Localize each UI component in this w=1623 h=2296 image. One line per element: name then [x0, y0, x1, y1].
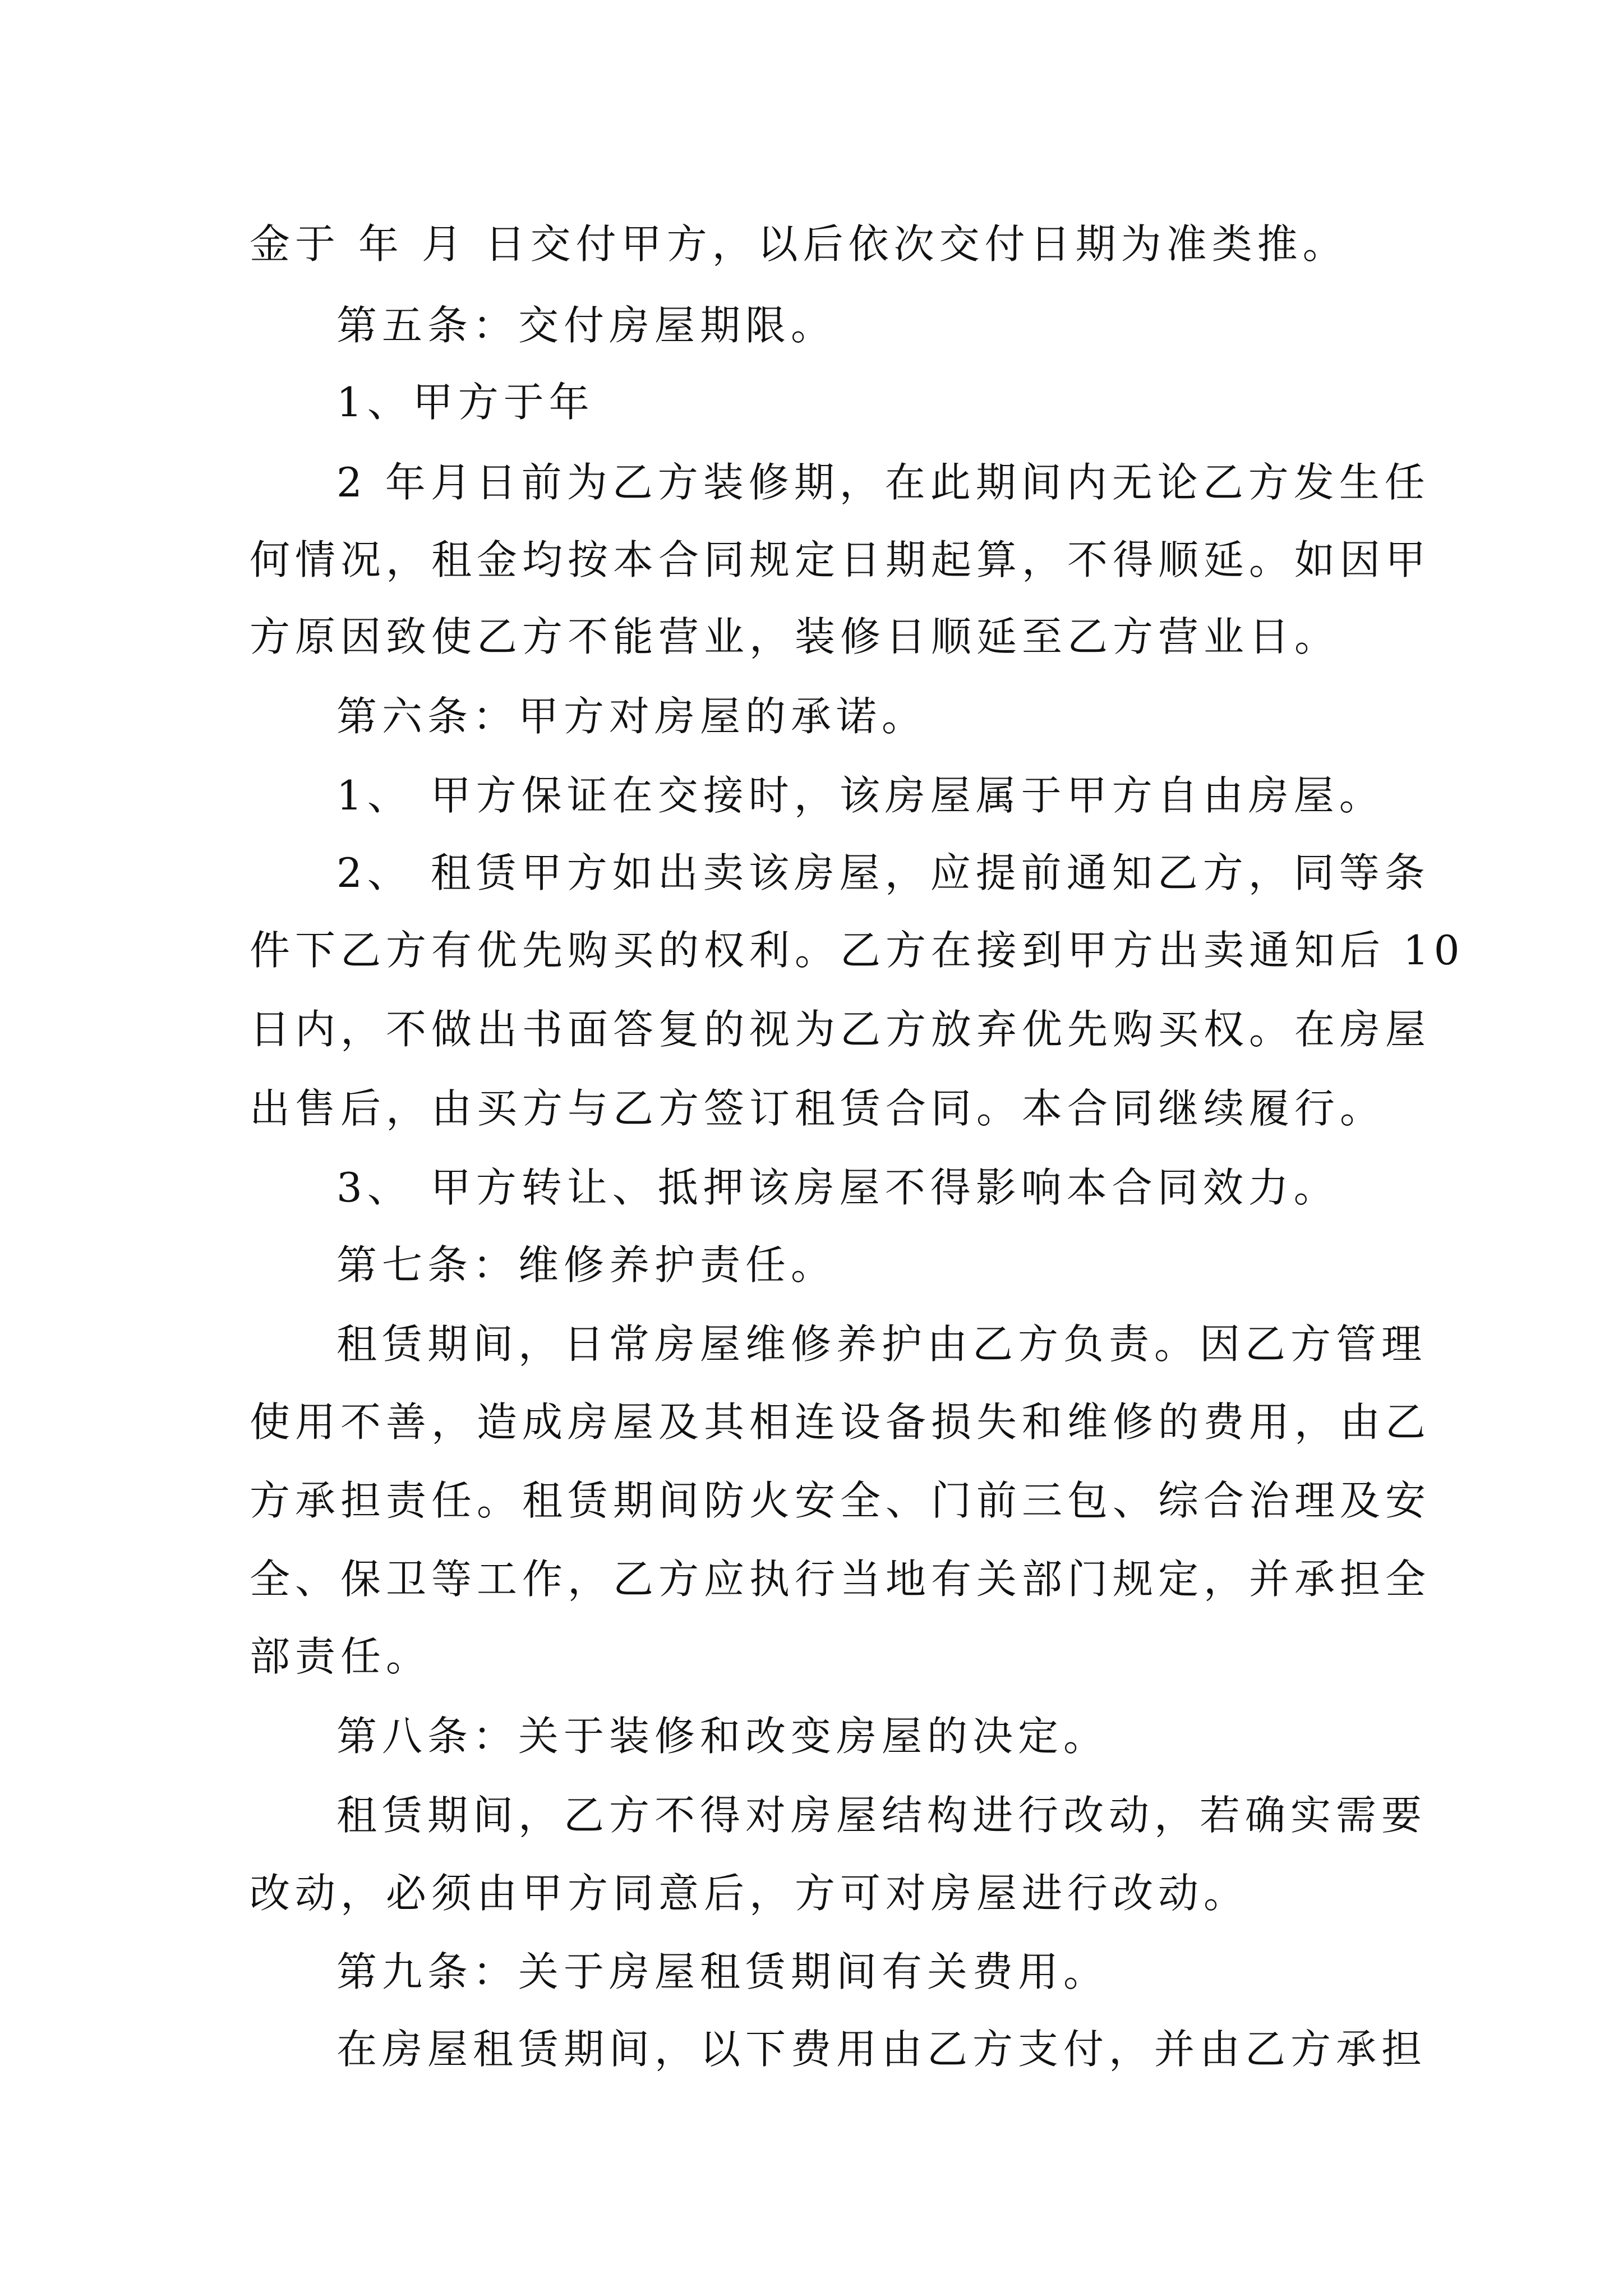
text-line: 1、 甲方保证在交接时，该房屋属于甲方自由房屋。: [336, 772, 1385, 819]
clause-heading: 第六条：甲方对房屋的承诺。: [336, 693, 928, 740]
text-line: 方原因致使乙方不能营业，装修日顺延至乙方营业日。: [250, 613, 1340, 660]
text-line: 1、甲方于年: [336, 379, 594, 426]
text-line: 租赁期间，日常房屋维修养护由乙方负责。因乙方管理: [336, 1320, 1427, 1368]
text-line: 使用不善，造成房屋及其相连设备损失和维修的费用，由乙: [250, 1398, 1431, 1446]
text-line: 3、 甲方转让、抵押该房屋不得影响本合同效力。: [336, 1164, 1339, 1211]
text-line: 全、保卫等工作，乙方应执行当地有关部门规定，并承担全: [250, 1556, 1431, 1603]
text-line: 2 年月日前为乙方装修期，在此期间内无论乙方发生任: [336, 459, 1430, 506]
text-line: 改动，必须由甲方同意后，方可对房屋进行改动。: [250, 1870, 1249, 1917]
text-line: 2、 租赁甲方如出卖该房屋，应提前通知乙方，同等条: [336, 849, 1430, 896]
text-line: 件下乙方有优先购买的权利。乙方在接到甲方出卖通知后 10: [250, 927, 1465, 974]
text-line: 日内，不做出书面答复的视为乙方放弃优先购买权。在房屋: [250, 1006, 1431, 1053]
text-line: 租赁期间，乙方不得对房屋结构进行改动，若确实需要: [336, 1792, 1427, 1839]
clause-heading: 第八条：关于装修和改变房屋的决定。: [336, 1713, 1109, 1760]
text-line: 金于 年 月 日交付甲方，以后依次交付日期为准类推。: [250, 220, 1348, 268]
clause-heading: 第九条：关于房屋租赁期间有关费用。: [336, 1948, 1109, 1995]
clause-heading: 第七条：维修养护责任。: [336, 1241, 837, 1289]
text-line: 在房屋租赁期间，以下费用由乙方支付，并由乙方承担: [336, 2026, 1427, 2073]
text-line: 何情况，租金均按本合同规定日期起算，不得顺延。如因甲: [250, 536, 1431, 583]
clause-heading: 第五条：交付房屋期限。: [336, 302, 837, 349]
text-line: 部责任。: [250, 1633, 432, 1680]
text-line: 方承担责任。租赁期间防火安全、门前三包、综合治理及安: [250, 1477, 1431, 1524]
text-line: 出售后，由买方与乙方签订租赁合同。本合同继续履行。: [250, 1085, 1386, 1132]
